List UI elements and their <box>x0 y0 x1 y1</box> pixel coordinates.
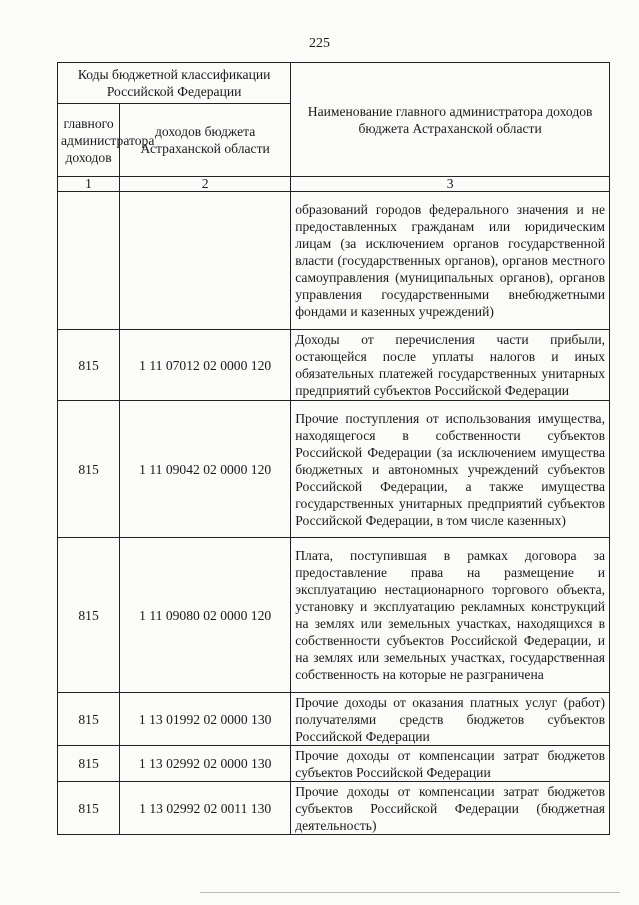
revenue-name-cell: образований городов федерального значения и не предоставленных гражданам или юридическим лицам (за исключением органов государственной власти (государственных органов), органов местного самоуправления (муниципальных органов), органов управления государственными внебюджетными фондами и казенных учреждений) <box>291 192 610 330</box>
admin-code-cell: 815 <box>58 401 120 538</box>
page-bottom-edge <box>200 892 620 893</box>
table-row <box>58 401 610 538</box>
revenue-code-cell: 1 11 07012 02 0000 120 <box>120 330 291 401</box>
admin-code-cell <box>58 192 120 330</box>
revenue-name-cell: Прочие доходы от оказания платных услуг (работ) получателями средств бюджетов субъектов Российской Федерации <box>291 693 610 746</box>
budget-codes-table <box>57 62 610 835</box>
table-row <box>58 782 610 835</box>
revenue-name-cell: Доходы от перечисления части прибыли, остающейся после уплаты налогов и иных обязательных платежей государственных унитарных предприятий субъектов Российской Федерации <box>291 330 610 401</box>
table-row <box>58 192 610 330</box>
revenue-name-cell: Прочие доходы от компенсации затрат бюджетов субъектов Российской Федерации <box>291 746 610 782</box>
table-row <box>58 746 610 782</box>
revenue-code-cell: 1 11 09042 02 0000 120 <box>120 401 291 538</box>
revenue-code-cell: 1 13 02992 02 0011 130 <box>120 782 291 835</box>
header-col1-title: главного администратора доходов <box>58 104 120 177</box>
header-col2-title: доходов бюджета Астраханской области <box>120 104 291 177</box>
revenue-name-cell: Плата, поступившая в рамках договора за предоставление права на размещение и эксплуатацию нестационарного торгового объекта, установку и эксплуатацию рекламных конструкций на землях или земельных участках, находящихся в собственности субъектов Российской Федерации, и на землях или земельных участках, государственная собственность на которые не разграничена <box>291 538 610 693</box>
admin-code-cell: 815 <box>58 782 120 835</box>
column-number: 3 <box>291 177 610 192</box>
column-number: 2 <box>120 177 291 192</box>
header-col3-title: Наименование главного администратора доходов бюджета Астраханской области <box>291 63 610 177</box>
revenue-code-cell: 1 13 02992 02 0000 130 <box>120 746 291 782</box>
column-number: 1 <box>58 177 120 192</box>
table-row <box>58 538 610 693</box>
admin-code-cell: 815 <box>58 693 120 746</box>
admin-code-cell: 815 <box>58 746 120 782</box>
header-group-title: Коды бюджетной классификации Российской Федерации <box>58 63 291 104</box>
revenue-code-cell: 1 11 09080 02 0000 120 <box>120 538 291 693</box>
revenue-code-cell: 1 13 01992 02 0000 130 <box>120 693 291 746</box>
table-row <box>58 330 610 401</box>
admin-code-cell: 815 <box>58 538 120 693</box>
revenue-code-cell <box>120 192 291 330</box>
admin-code-cell: 815 <box>58 330 120 401</box>
table-header-row <box>58 63 610 104</box>
page-number: 225 <box>309 36 330 51</box>
revenue-name-cell: Прочие доходы от компенсации затрат бюджетов субъектов Российской Федерации (бюджетная деятельность) <box>291 782 610 835</box>
table-row <box>58 693 610 746</box>
revenue-name-cell: Прочие поступления от использования имущества, находящегося в собственности субъектов Российской Федерации (за исключением имущества бюджетных и автономных учреждений субъектов Российской Федерации, а также имущества государственных унитарных предприятий субъектов Российской Федерации, в том числе казенных) <box>291 401 610 538</box>
column-numbers-row <box>58 177 610 192</box>
